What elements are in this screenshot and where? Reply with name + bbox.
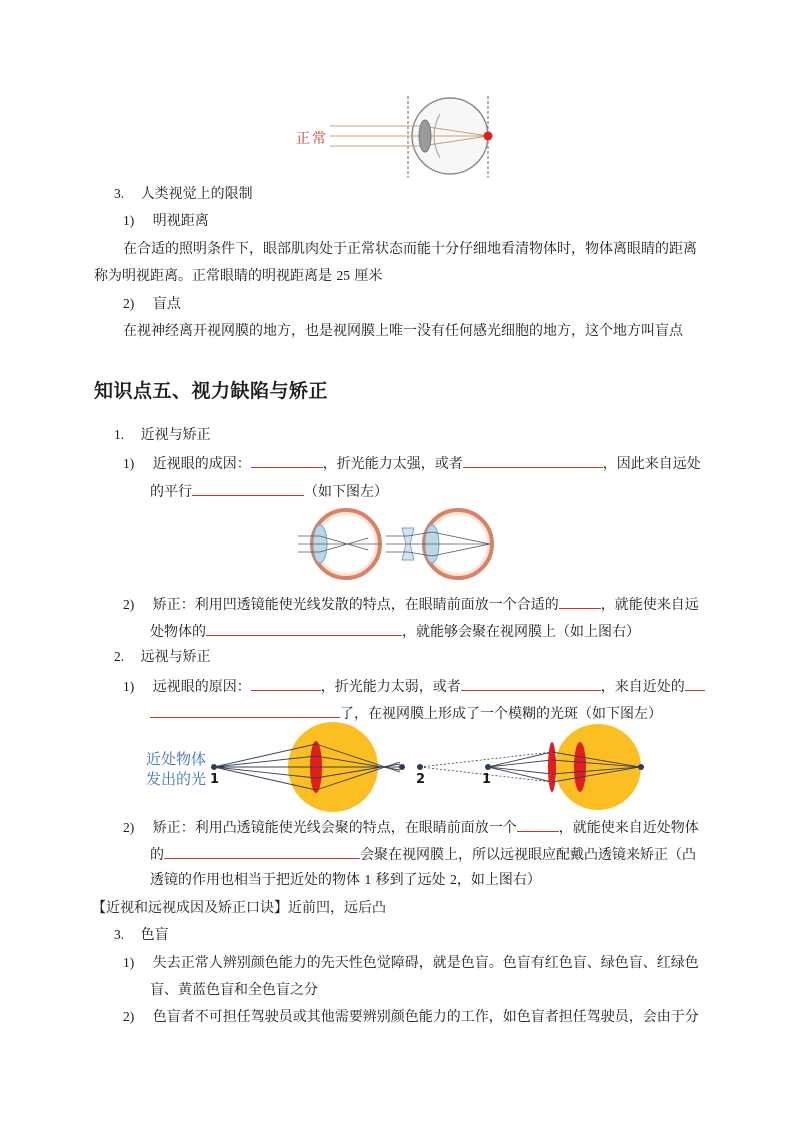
- lens-right: [574, 742, 586, 792]
- hyperopia-item1-line1: 1) 远视眼的原因： ，折光能力太弱，或者 ，来自近处的: [123, 675, 705, 697]
- corrected-eye: [386, 510, 492, 578]
- hyperopia-item1-line2: 了，在视网膜上形成了一个模糊的光斑（如下图左）: [150, 702, 662, 724]
- sec3-heading: 3. 人类视觉上的限制: [114, 186, 253, 202]
- mark-1-right: 1: [482, 772, 492, 787]
- answer-blank[interactable]: [463, 452, 603, 468]
- answer-blank[interactable]: [685, 675, 705, 691]
- sec3-sub1: 1) 明视距离: [123, 213, 209, 229]
- normal-label: 正常: [296, 131, 328, 147]
- convex-lens: [548, 742, 556, 792]
- answer-blank[interactable]: [251, 452, 323, 468]
- myopia-heading: 1. 近视与矫正: [114, 427, 211, 443]
- answer-blank[interactable]: [164, 843, 360, 859]
- answer-blank[interactable]: [251, 675, 321, 691]
- mnemonic: 【近视和远视成因及矫正口诀】近前凹，远后凸: [92, 900, 386, 916]
- sec3-para2: 在视神经离开视网膜的地方，也是视网膜上唯一没有任何感光细胞的地方，这个地方叫盲点: [123, 323, 683, 339]
- hyperopia-item2-line1: 2) 矫正：利用凸透镜能使光线会聚的特点，在眼睛前面放一个 ，就能使来自近处物体: [123, 816, 699, 838]
- mark-2: 2: [416, 772, 426, 787]
- color-blind-item1-line2: 盲、黄蓝色盲和全色盲之分: [150, 982, 318, 998]
- crystalline-lens: [419, 120, 431, 152]
- color-blind-item1-line1: 1) 失去正常人辨别颜色能力的先天性色觉障碍，就是色盲。色盲有红色盲、绿色盲、红绿色: [123, 955, 699, 971]
- hyperopia-heading: 2. 远视与矫正: [114, 649, 211, 665]
- myopic-eye: [298, 510, 380, 578]
- color-blind-item2-line1: 2) 色盲者不可担任驾驶员或其他需要辨别颜色能力的工作，如色盲者担任驾驶员，会由于分: [123, 1009, 699, 1025]
- focus-point: [484, 132, 493, 141]
- hyperopia-item2-line2: 的 会聚在视网膜上，所以远视眼应配戴凸透镜来矫正（凸: [150, 843, 696, 865]
- hyperopia-diagram: [200, 730, 660, 800]
- near-object-label: 近处物体 发出的光: [146, 750, 207, 788]
- hyperopia-item2-line3: 透镜的作用也相当于把近处的物体 1 移到了远处 2，如上图右）: [150, 872, 541, 888]
- answer-blank[interactable]: [559, 593, 601, 609]
- answer-blank[interactable]: [192, 480, 304, 496]
- color-blind-heading: 3. 色盲: [114, 927, 169, 943]
- answer-blank[interactable]: [461, 675, 601, 691]
- myopia-item2-line2: 处物体的 ，就能够会聚在视网膜上（如上图右）: [150, 620, 640, 642]
- myopia-item1-line1: 1) 近视眼的成因： ，折光能力太强，或者 ，因此来自远处: [123, 452, 701, 474]
- answer-blank[interactable]: [517, 816, 559, 832]
- sec3-para1-line2: 称为明视距离。正常眼睛的明视距离是 25 厘米: [94, 268, 383, 284]
- eyeball-right: [555, 724, 641, 810]
- myopia-item2-line1: 2) 矫正：利用凹透镜能使光线发散的特点，在眼睛前面放一个合适的 ，就能使来自远: [123, 593, 699, 615]
- section-heading: 知识点五、视力缺陷与矫正: [94, 380, 329, 402]
- answer-blank[interactable]: [150, 702, 340, 718]
- myopia-diagram: [298, 506, 498, 582]
- sec3-sub2: 2) 盲点: [123, 296, 181, 312]
- answer-blank[interactable]: [206, 620, 402, 636]
- mark-1-left: 1: [210, 772, 220, 787]
- myopia-item1-line2: 的平行 （如下图左）: [150, 480, 388, 502]
- sec3-para1-line1: 在合适的照明条件下，眼部肌肉处于正常状态而能十分仔细地看清物体时，物体离眼睛的距离: [123, 241, 697, 257]
